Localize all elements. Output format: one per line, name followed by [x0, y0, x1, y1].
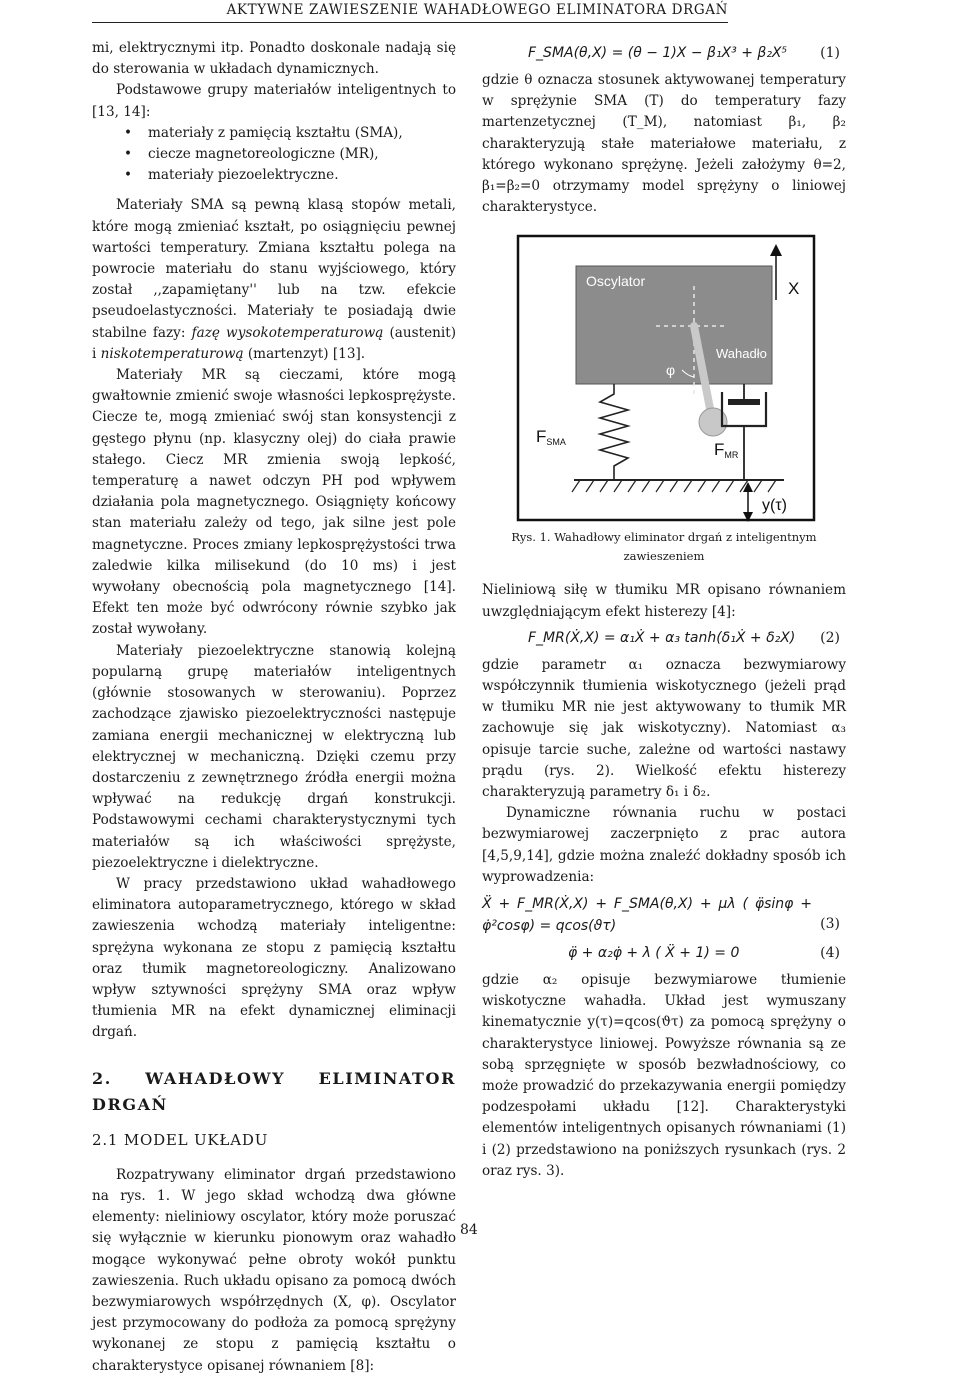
mr-paragraph: Materiały MR są cieczami, które mogą gwałtownie zmienić swoje własności lepkosprężyste. Ciecze te, mogą zmieniać swój stan konsystencji z gęstego płynu (np. klasyczny olej) do ciała prawie stałego. Ciecz MR zmienia swoją lepkość, temperaturę a nawet odczyn PH pod wpływem działania pola magnetycznego. Osiągnięty końcowy stan materiału zależy od tego, jak silne jest pole magnetyczne. Proces zmiany lepkosprężystości trwa zaledwie kilka milisekund (do 10 ms) i jest wywołany obecnością pola magnetycznego [14]. Efekt ten może być odwrócony równie szybko jak został wywołany.	[92, 367, 456, 638]
section-title: 2. WAHADŁOWY ELIMINATOR DRGAŃ	[92, 1068, 456, 1114]
left-column	[92, 38, 456, 1377]
equation-3-body: Ẍ + F_MR(Ẋ,X) + F_SMA(θ,X) + μλ ( φ̈sinφ + φ̇²cosφ) = qcos(ϑτ)	[482, 896, 812, 935]
mr-intro: Nieliniową siłę w tłumiku MR opisano równaniem uwzględniającym efekt histerezy [4]:	[482, 582, 846, 620]
sma-spring	[600, 384, 628, 480]
equation-2-body: F_MR(Ẋ,X) = α₁Ẋ + α₃ tanh(δ₁Ẋ + δ₂X)	[528, 629, 796, 646]
eq2-explanation: gdzie parametr α₁ oznacza bezwymiarowy współczynnik tłumienia wiskotycznego (jeżeli prąd w tłumiku MR nie jest aktywowany to tłumik MR zachowuje się jak wiskotyczny). Natomiast α₃ opisuje tarcie suche, zależne od wartości nastawy prądu (rys. 2). Wielkość efektu histerezy charakteryzują parametry δ₁ i δ₂.	[482, 656, 846, 801]
equation-3	[482, 892, 846, 938]
dynamics-paragraph: Dynamiczne równania ruchu w postaci bezwymiarowej zaczerpnięto z prac autora [4,5,9,14], gdzie można znaleźć dokładny sposób ich wyprowadzenia:	[482, 805, 846, 885]
equation-3-number: (3)	[820, 916, 840, 933]
figure-caption: Rys. 1. Wahadłowy eliminator drgań z inteligentnym zawieszeniem	[511, 530, 817, 564]
list-item: • materiały z pamięcią kształtu (SMA),	[148, 123, 456, 144]
label-f-sma: FSMA	[536, 427, 566, 448]
equation-4	[482, 942, 846, 966]
equation-1	[482, 42, 846, 66]
subsection-title: 2.1 MODEL UKŁADU	[92, 1130, 269, 1149]
label-x: X	[788, 279, 800, 299]
work-paragraph: W pracy przedstawiono układ wahadłowego eliminatora autoparametrycznego, którego w skład zawieszenia wchodzą materiały inteligentne: sprężyna wykonana ze stopu z pamięcią kształtu oraz tłumik magnetoreologiczny. Analizowano wpływ sztywności sprężyny SMA oraz wpływ tłumienia MR na efekt dynamicznej eliminacji drgań.	[92, 875, 456, 1041]
right-column	[482, 38, 846, 1182]
damper-piston	[728, 399, 760, 405]
label-phi: φ	[666, 362, 676, 379]
eliminator-diagram	[516, 234, 816, 522]
equation-4-number: (4)	[820, 945, 840, 962]
materials-list	[92, 123, 456, 187]
page-number: 84	[460, 1222, 478, 1238]
x-arrow-head	[770, 244, 782, 256]
intro-continuation: mi, elektrycznymi itp. Ponadto doskonale nadają się do sterowania w układach dynamicznych.	[92, 40, 456, 78]
list-item: • ciecze magnetoreologiczne (MR),	[148, 144, 456, 165]
equation-1-body: F_SMA(θ,X) = (θ − 1)X − β₁X³ + β₂X⁵	[528, 45, 788, 61]
list-item: • materiały piezoelektryczne.	[148, 165, 456, 186]
label-y-tau: y(τ)	[762, 497, 787, 515]
phase-high-term: fazę wysokotemperaturową	[191, 324, 384, 341]
label-wahadlo: Wahadło	[716, 346, 767, 362]
figure-eliminator	[516, 234, 816, 522]
groups-intro: Podstawowe grupy materiałów inteligentnych to [13, 14]:	[92, 82, 456, 120]
label-oscylator: Oscylator	[586, 273, 646, 290]
equation-2	[482, 627, 846, 651]
running-head: AKTYWNE ZAWIESZENIE WAHADŁOWEGO ELIMINATORA DRGAŃ	[226, 2, 728, 18]
equation-2-number: (2)	[820, 629, 840, 646]
sma-paragraph: Materiały SMA są pewną klasą stopów metali, które mogą zmieniać kształt, po osiągnięciu pewnej wartości temperatury. Zmiana kształtu polega na powrocie materiału do stanu wyjściowego, który został ,,zapamiętany'' lub na tzw. efekcie pseudoelastyczności. Materiały te posiadają dwie stabilne fazy: fazę wysokotemperaturową (austenit) i niskotemperaturową (martenzyt) [13].	[92, 197, 456, 362]
eq1-explanation: gdzie θ oznacza stosunek aktywowanej temperatury w sprężynie SMA (T) do temperatury fazy martenzetycznej (T_M), natomiast β₁, β₂ charakteryzują stałe materiałowe materiału, z którego wykonano sprężynę. Jeżeli założymy θ=2, β₁=β₂=0 otrzymamy model sprężyny o liniowej charakterystyce.	[482, 72, 846, 216]
phase-low-term: niskotemperaturową	[100, 345, 244, 362]
equation-4-body: φ̈ + α₂φ̇ + λ ( Ẍ + 1) = 0	[568, 945, 740, 962]
label-f-mr: FMR	[714, 440, 739, 461]
equation-1-number: (1)	[820, 45, 840, 61]
model-paragraph: Rozpatrywany eliminator drgań przedstawiono na rys. 1. W jego skład wchodzą dwa główne elementy: nieliniowy oscylator, który może poruszać się wyłącznie w kierunku pionowym oraz wahadło mogące wykonywać pełne obroty wokół punktu zawieszenia. Ruch układu opisano za pomocą dwóch bezwymiarowych współrzędnych (X, φ). Oscylator jest przymocowany do podłoża za pomocą sprężyny wykonanej ze stopu z pamięcią kształtu o charakterystyce opisanej równaniem [8]:	[92, 1166, 456, 1374]
final-paragraph: gdzie α₂ opisuje bezwymiarowe tłumienie wiskotyczne wahadła. Układ jest wymuszany kinematycznie y(τ)=qcos(ϑτ) za pomocą sprężyny o charakterystyce liniowej. Powyższe równania są ze sobą sprzęgnięte w sposób bezwładnościowy, co może prowadzić do przekazywania energii pomiędzy podzespołami układu [12]. Charakterystyki elementów inteligentnych opisanych równaniami (1) i (2) przedstawiono na poniższych rysunkach (rys. 2 oraz rys. 3).	[482, 972, 846, 1179]
header-rule	[92, 22, 728, 23]
piezo-paragraph: Materiały piezoelektryczne stanowią kolejną popularną grupę materiałów inteligentnych (głównie stosowanych w sterowaniu). Poprzez zachodzące zjawisko piezoelektryczności następuje zamiana energii mechanicznej w elektryczną lub elektrycznej w mechaniczną. Dzięki czemu przy dostarczeniu z zewnętrznego źródła energii można wpływać na redukcję drgań konstrukcji. Podstawowymi cechami charakterystycznymi tych materiałów są ich właściwości sprężyste, piezoelektryczne i dielektryczne.	[92, 642, 456, 871]
